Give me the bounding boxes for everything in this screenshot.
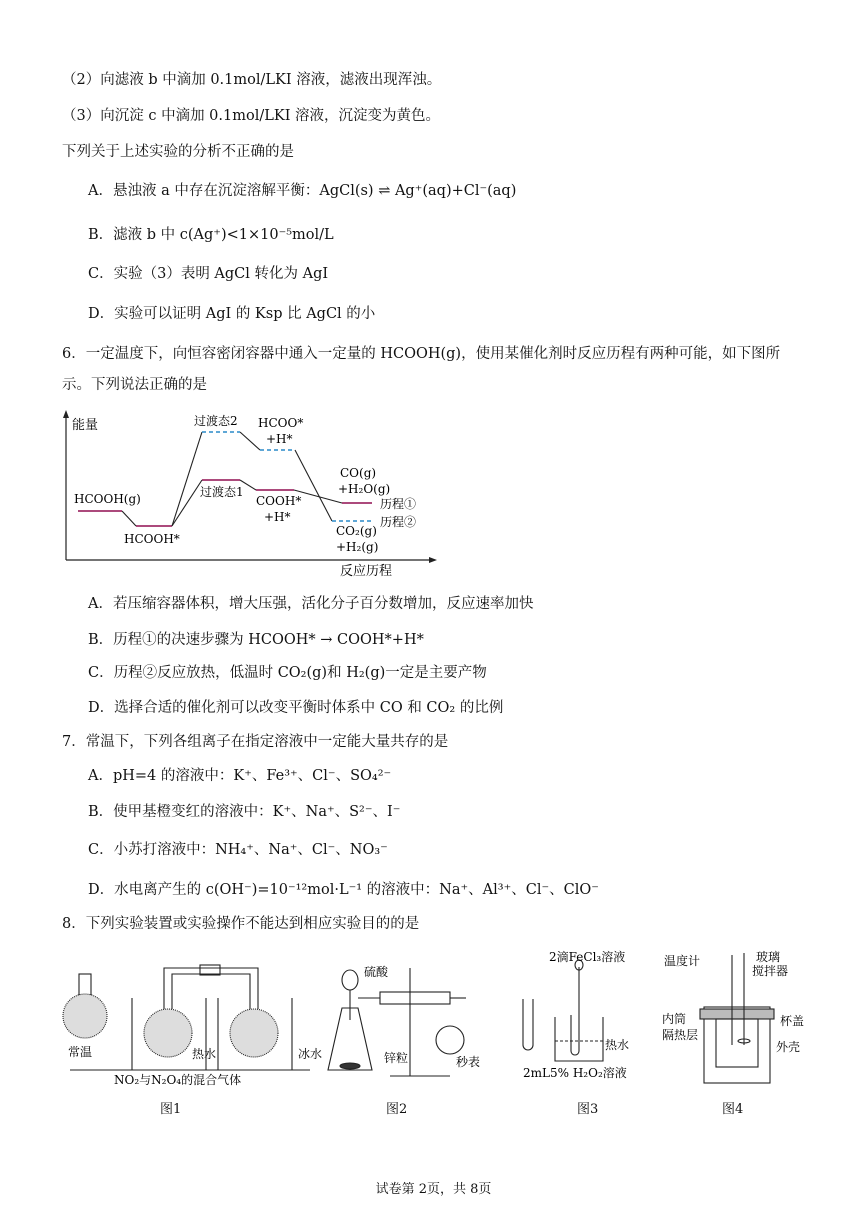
q6-stem-2: 示。下列说法正确的是 [62,377,207,393]
fig4-label-stir-2: 搅拌器 [752,964,789,978]
connecting-tube-inner [172,974,250,1009]
figure-4-calorimeter [660,945,830,1088]
label-co-1: CO(g) [340,466,377,480]
label-hcooh-g: HCOOH(g) [74,492,141,506]
figure-1-no2-equilibrium [60,958,330,1088]
label-co2-1: CO₂(g) [336,524,377,538]
fig3-caption: 图3 [577,1102,599,1117]
q6-option-b: B．历程①的决速步骤为 HCOOH* → COOH*+H* [88,632,424,648]
fig4-label-thermo: 温度计 [664,954,701,968]
q5-option-a [88,181,516,201]
figure-2-zinc-acid-rate [320,958,500,1088]
y-axis-arrow [63,410,69,418]
syringe [380,992,450,1004]
label-hcooh-ads: HCOOH* [124,532,180,546]
flask-hot [144,1009,192,1057]
q6-option-c: C．历程②反应放热，低温时 CO₂(g)和 H₂(g)一定是主要产物 [88,665,487,681]
fig1-label-ice: 冰水 [298,1047,323,1061]
label-cooh-2: +H* [264,510,291,524]
x-axis-label: 反应历程 [340,564,393,579]
q6-stem-1: 6．一定温度下，向恒容密闭容器中通入一定量的 HCOOH(g)，使用某催化剂时反应历程有两种可能，如下图所 [62,346,781,362]
fig2-label-acid: 硫酸 [364,965,389,979]
fig4-caption: 图4 [722,1102,744,1117]
fig3-label-hot: 热水 [605,1038,630,1052]
link-path2-up [172,432,202,526]
fig1-label-gas: NO₂与N₂O₄的混合气体 [114,1073,242,1087]
label-co2-2: +H₂(g) [336,540,379,554]
lid [700,1009,774,1019]
zinc-granules [340,1063,360,1069]
fig2-caption: 图2 [386,1102,408,1117]
funnel-bulb [342,970,358,990]
flask-room-temp [63,994,107,1038]
label-hcoo-1: HCOO* [258,416,304,430]
q6-option-a: A．若压缩容器体积，增大压强，活化分子百分数增加，反应速率加快 [88,596,534,612]
link-ts2-down [240,432,260,450]
link-1 [122,511,136,526]
fig2-label-zinc: 锌粒 [384,1051,409,1065]
q6-option-d: D．选择合适的催化剂可以改变平衡时体系中 CO 和 CO₂ 的比例 [88,700,504,716]
label-path2: 历程② [380,515,417,529]
label-hcoo-2: +H* [266,432,293,446]
test-tube [523,999,533,1050]
intro-line-2: （2）向滤液 b 中滴加 0.1mol/LKI 溶液，滤液出现浑浊。 [62,72,442,88]
label-cooh-1: COOH* [256,494,302,508]
label-co-2: +H₂O(g) [338,482,391,496]
fig3-label-solution: 2mL5% H₂O₂溶液 [523,1066,627,1080]
intro-line-3: （3）向沉淀 c 中滴加 0.1mol/LKI 溶液，沉淀变为黄色。 [62,108,441,124]
q7-option-a: A．pH=4 的溶液中：K⁺、Fe³⁺、Cl⁻、SO₄²⁻ [88,768,392,784]
fig4-label-inner: 内筒 [662,1012,687,1026]
label-ts2: 过渡态2 [194,414,238,428]
energy-diagram [60,405,440,580]
q7-option-b: B．使甲基橙变红的溶液中：K⁺、Na⁺、S²⁻、I⁻ [88,804,401,820]
q5-option-c: C．实验（3）表明 AgCl 转化为 AgI [88,266,329,282]
x-axis-arrow [429,557,437,563]
q5-option-d: D．实验可以证明 AgI 的 Ksp 比 AgCl 的小 [88,306,376,322]
inner-cup [716,1019,758,1067]
fig4-label-insul: 隔热层 [662,1028,699,1042]
fig4-label-stir-1: 玻璃 [756,950,781,964]
fig4-label-shell: 外壳 [776,1040,801,1054]
label-path1: 历程① [380,497,417,511]
q7-option-c: C．小苏打溶液中：NH₄⁺、Na⁺、Cl⁻、NO₃⁻ [88,842,388,858]
fig2-label-watch: 秒表 [456,1055,481,1069]
fig4-label-lid: 杯盖 [780,1014,805,1028]
fig3-label-drops: 2滴FeCl₃溶液 [549,950,626,964]
q5-stem: 下列关于上述实验的分析不正确的是 [62,144,294,160]
flask-ice [230,1009,278,1057]
y-axis-label: 能量 [72,418,99,433]
stopwatch [436,1026,464,1054]
test-tube-in-beaker [571,1015,579,1055]
q5-option-b: B．滤液 b 中 c(Ag⁺)<1×10⁻⁵mol/L [88,227,334,243]
link-hcoo-down [295,450,332,521]
label-ts1: 过渡态1 [200,485,244,499]
figure-3-catalysis [515,945,635,1088]
q7-stem: 7．常温下，下列各组离子在指定溶液中一定能大量共存的是 [62,734,449,750]
q5-option-a-text: A．悬浊液 a 中存在沉淀溶解平衡： [88,183,320,199]
fig1-caption: 图1 [160,1102,182,1117]
page-footer: 试卷第 2页，共 8页 [375,1182,492,1197]
fig1-label-hot: 热水 [192,1047,217,1061]
q8-stem: 8．下列实验装置或实验操作不能达到相应实验目的的是 [62,916,420,932]
link-path1-up [172,480,202,526]
q5-option-a-eq: AgCl(s) ⇌ Ag⁺(aq)+Cl⁻(aq) [319,183,517,199]
fig1-label-room: 常温 [68,1045,93,1059]
q7-option-d: D．水电离产生的 c(OH⁻)=10⁻¹²mol·L⁻¹ 的溶液中：Na⁺、Al³⁺、Cl⁻、ClO⁻ [88,882,599,898]
